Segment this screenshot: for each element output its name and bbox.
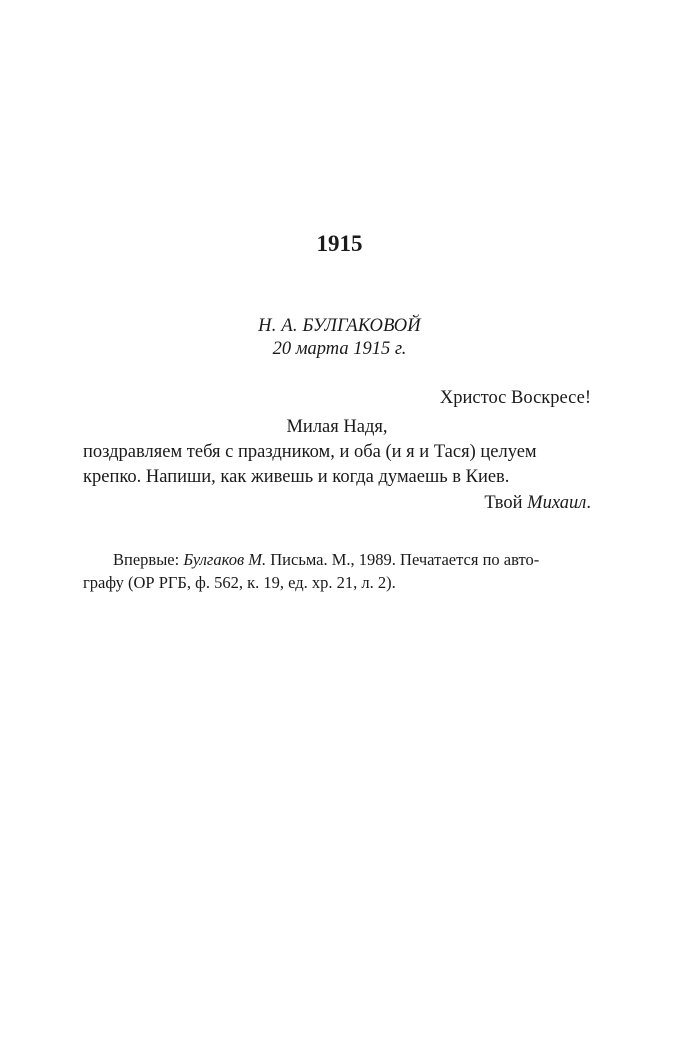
publication-note	[83, 548, 591, 594]
letter-signature	[83, 491, 591, 516]
letter-date: 20 марта 1915 г.	[272, 339, 407, 359]
note-line1-rest: Письма. М., 1989. Печатается по авто-	[266, 550, 540, 569]
letter-greeting: Христос Воскресе!	[439, 388, 591, 408]
section-year-heading: 1915	[316, 231, 363, 256]
letter-body-line: поздравляем тебя с праздником, и оба (и я и Тася) целуем	[83, 442, 537, 462]
publication-note-line	[83, 548, 591, 571]
letter-body	[83, 440, 591, 490]
note-author: Булгаков М.	[183, 550, 267, 569]
signature-name: Михаил	[527, 493, 587, 513]
letter-body-line: крепко. Напиши, как живешь и когда думаешь в Киев.	[83, 467, 510, 487]
signature-suffix: .	[586, 493, 591, 513]
letter-recipient: Н. А. БУЛГАКОВОЙ	[258, 316, 421, 336]
signature-prefix: Твой	[484, 493, 528, 513]
publication-note-line: графу (ОР РГБ, ф. 562, к. 19, ед. хр. 21, л. 2).	[83, 573, 396, 592]
letter-text	[83, 386, 591, 516]
letter-heading	[0, 315, 679, 361]
note-prefix: Впервые:	[113, 550, 184, 569]
letter-salutation: Милая Надя,	[286, 417, 388, 437]
